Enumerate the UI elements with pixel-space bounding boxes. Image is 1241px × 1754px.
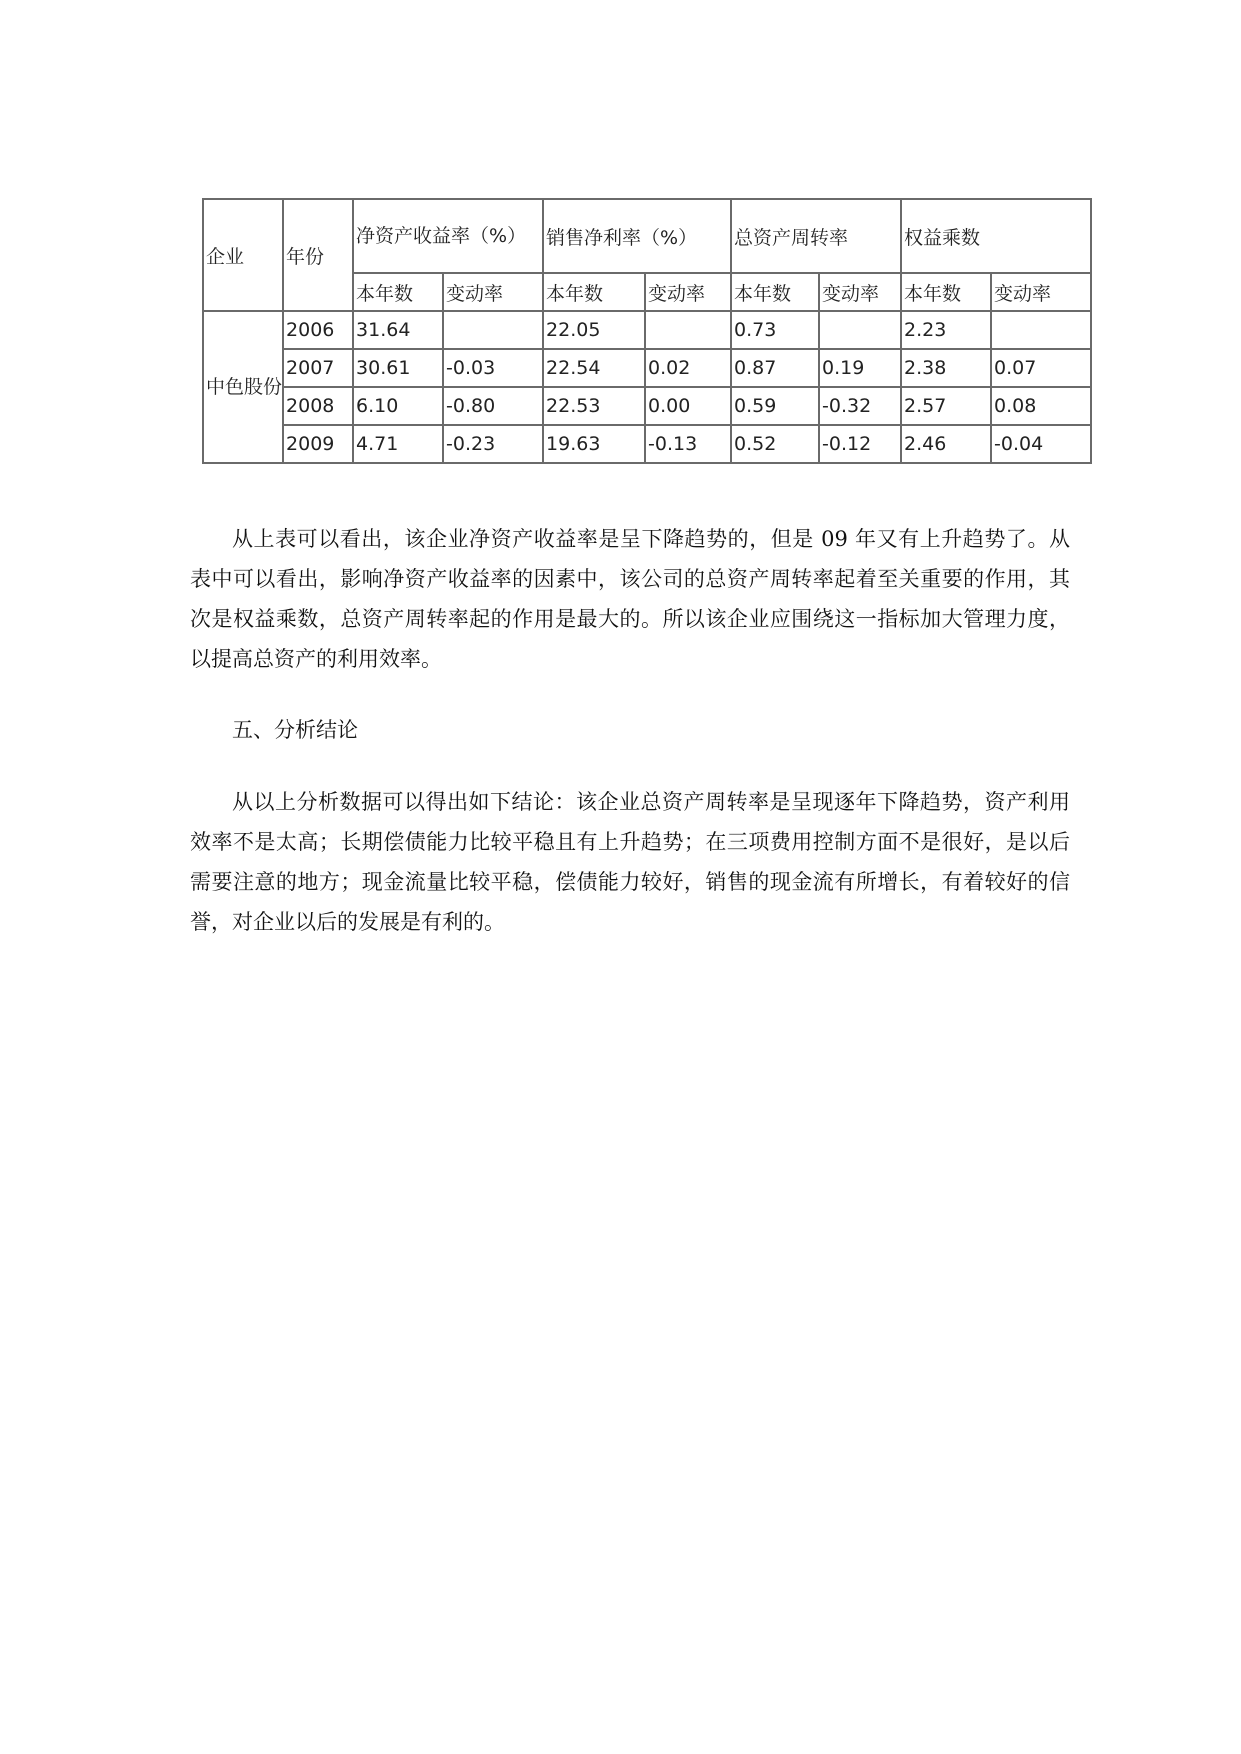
company-name: 中色股份 [203,311,283,463]
value-cell: -0.03 [443,349,543,387]
table-row [203,349,1091,387]
value-cell: 2.23 [901,311,991,349]
value-cell: -0.23 [443,425,543,463]
value-cell: 0.59 [731,387,819,425]
value-cell: -0.80 [443,387,543,425]
value-cell: 0.52 [731,425,819,463]
year-cell: 2009 [283,425,353,463]
value-cell: 0.19 [819,349,901,387]
value-cell: 2.38 [901,349,991,387]
value-cell: 0.02 [645,349,731,387]
value-cell: 22.53 [543,387,645,425]
section-heading: 五、分析结论 [232,718,358,742]
value-cell: 0.07 [991,349,1091,387]
value-cell: 2.46 [901,425,991,463]
subheader-current: 本年数 [731,273,819,311]
value-cell: 6.10 [353,387,443,425]
value-cell: 19.63 [543,425,645,463]
value-cell: 22.05 [543,311,645,349]
value-cell [645,311,731,349]
value-cell: 30.61 [353,349,443,387]
value-cell: 0.08 [991,387,1091,425]
value-cell: -0.32 [819,387,901,425]
dupont-table [202,198,1092,464]
conclusion-paragraph: 从以上分析数据可以得出如下结论：该企业总资产周转率是呈现逐年下降趋势，资产利用效率不是太高；长期偿债能力比较平稳且有上升趋势；在三项费用控制方面不是很好，是以后需要注意的地方；现金流量比较平稳，偿债能力较好，销售的现金流有所增长，有着较好的信誉，对企业以后的发展是有利的。 [190,790,1070,934]
value-cell: 4.71 [353,425,443,463]
header-year: 年份 [283,199,353,311]
subheader-change: 变动率 [819,273,901,311]
subheader-current: 本年数 [543,273,645,311]
value-cell: 0.73 [731,311,819,349]
year-cell: 2007 [283,349,353,387]
value-cell: 31.64 [353,311,443,349]
header-roe: 净资产收益率（%） [353,199,543,273]
value-cell [819,311,901,349]
value-cell: -0.04 [991,425,1091,463]
subheader-current: 本年数 [901,273,991,311]
header-company: 企业 [203,199,283,311]
header-net-margin: 销售净利率（%） [543,199,731,273]
table-row [203,387,1091,425]
value-cell: 0.00 [645,387,731,425]
subheader-current: 本年数 [353,273,443,311]
value-cell [443,311,543,349]
value-cell: 0.87 [731,349,819,387]
value-cell: -0.13 [645,425,731,463]
subheader-change: 变动率 [645,273,731,311]
table-row [203,425,1091,463]
value-cell: 2.57 [901,387,991,425]
header-asset-turnover: 总资产周转率 [731,199,901,273]
value-cell [991,311,1091,349]
subheader-change: 变动率 [443,273,543,311]
year-cell: 2006 [283,311,353,349]
value-cell: 22.54 [543,349,645,387]
value-cell: -0.12 [819,425,901,463]
analysis-paragraph: 从上表可以看出，该企业净资产收益率是呈下降趋势的，但是 09 年又有上升趋势了。从表中可以看出，影响净资产收益率的因素中，该公司的总资产周转率起着至关重要的作用，其次是权益乘数，总资产周转率起的作用是最大的。所以该企业应围绕这一指标加大管理力度，以提高总资产的利用效率。 [190,527,1070,671]
table-row [203,311,1091,349]
subheader-change: 变动率 [991,273,1091,311]
year-cell: 2008 [283,387,353,425]
header-equity-multiplier: 权益乘数 [901,199,1091,273]
